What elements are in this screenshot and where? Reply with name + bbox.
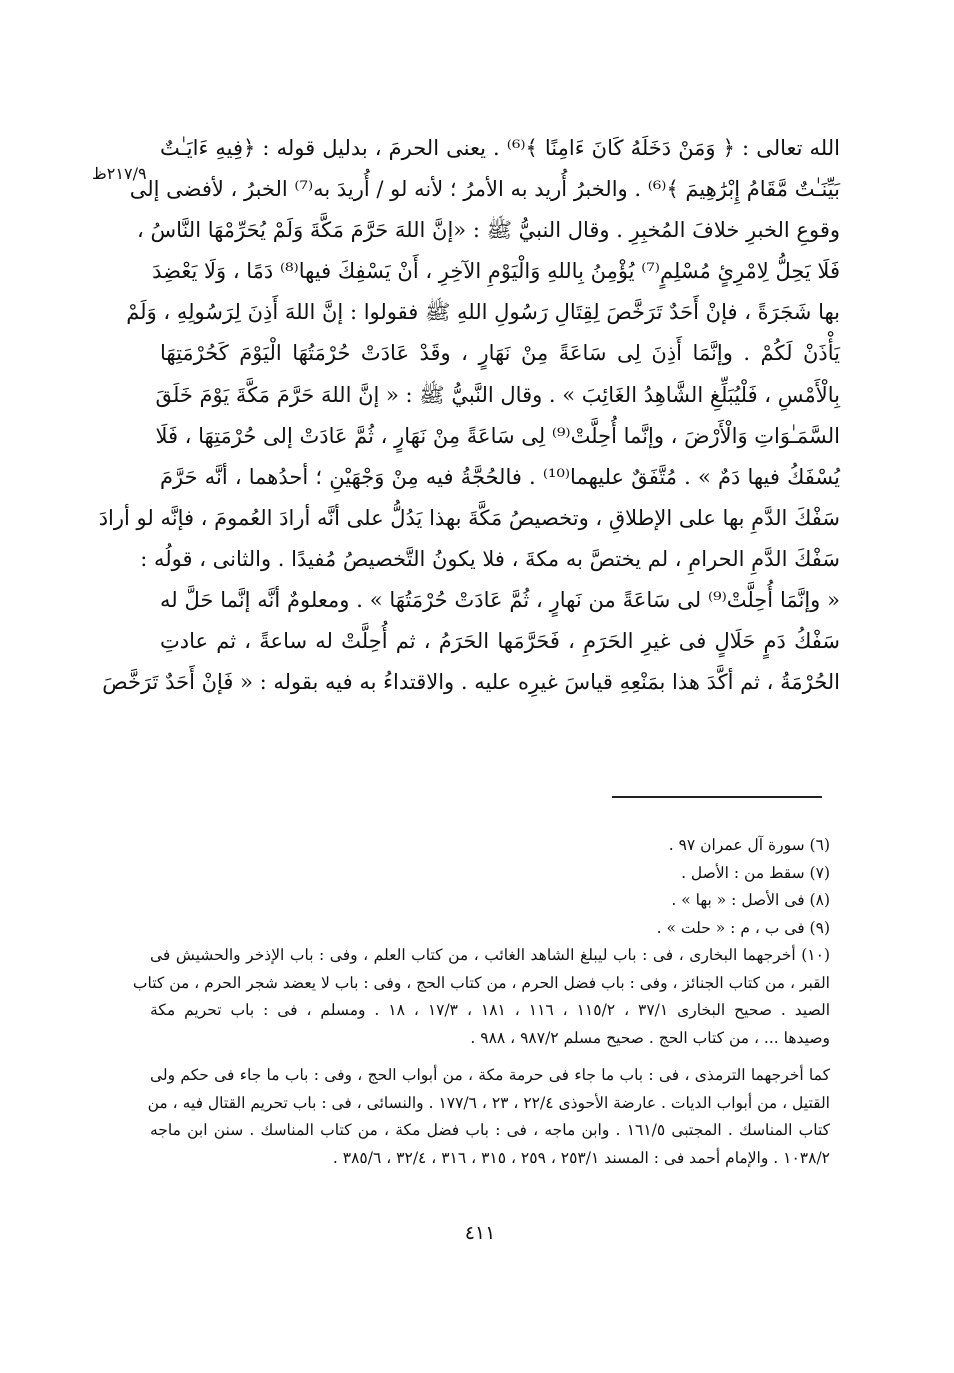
text-line: سَفْكَ الدَّمِ الحرامِ ، لم يختصَّ به مكةَ ، فلا يكونُ التَّخصيصُ مُفيدًا . والثانى ، قولُه : xyxy=(140,546,840,571)
text-line: بها شَجَرَةً ، فإنْ أَحَدٌ تَرَخَّصَ لِقِتَالِ رَسُولِ اللهِ ﷺ فقولوا : إنَّ اللهَ أَذِنَ لِرَسُولِهِ ، وَلَمْ xyxy=(126,300,840,325)
text-line: يُسْفَكُ فيها دَمٌ » . مُتَّفَقٌ عليهما⁽¹⁰⁾ . فالحُجَّةُ فيه مِنْ وَجْهَيْنِ ؛ أحدُهما ، أنَّه حَرَّمَ xyxy=(160,464,840,489)
footnote-10-line: (١٠) أخرجهما البخارى ، فى : باب ليبلغ الشاهد الغائب ، من كتاب العلم ، وفى : باب الإذخر والحشيش فى xyxy=(150,946,830,964)
footnote-6: (٦) سورة آل عمران ٩٧ . xyxy=(668,836,830,854)
text-line: السَّمَـٰوَاتِ وَالْأَرْضَ ، وإنَّما أُحِلَّتْ⁽⁹⁾ لِى سَاعَةً مِنْ نَهَارٍ ، ثُمَّ عَادَتْ إلى حُرْمَتِهَا ، فَلَا xyxy=(155,423,840,448)
text-line: سَفْكُ دَمٍ حَلَالٍ فى غيرِ الحَرَمِ ، فَحَرَّمَها الحَرَمُ ، ثم أُحِلَّتْ له ساعةً ، ثم عادتِ xyxy=(160,629,840,654)
footnote-10b-line: كتاب المناسك . المجتبى ١٦١/٥ . وابن ماجه ، فى : باب فضل مكة ، من كتاب المناسك . سنن ابن ماجه xyxy=(150,1121,831,1139)
footnote-9: (٩) فى ب ، م : « حلت » . xyxy=(656,918,830,937)
text-line: وقوعِ الخبرِ خلافَ المُخبِرِ . وقال النبيُّ ﷺ : «إنَّ اللهَ حَرَّمَ مَكَّةَ وَلَمْ يُحَرِّمْهَا النَّاسُ ، xyxy=(136,218,840,243)
text-line: بَيِّنَـٰتٌ مَّقَامُ إِبْرَٰهِيمَ ﴾⁽⁶⁾ . والخبرُ أُريد به الأمرُ ؛ لأنه لو / أُريدَ به⁽⁷⁾ الخبرُ ، لأفضى إلى xyxy=(129,177,840,202)
text-line: الحُرْمَةُ ، ثم أكَّدَ هذا بمَنْعِهِ قياسَ غيرِه عليه . والاقتداءُ به فيه بقوله : « فَإنْ أَحَدٌ تَرَخَّصَ xyxy=(102,670,840,695)
footnote-10b-line: كما أخرجهما الترمذى ، فى : باب ما جاء فى حرمة مكة ، من أبواب الحج ، وفى : باب ما جاء فى حكم ولى xyxy=(150,1066,830,1084)
text-line: الله تعالى : ﴿ وَمَنْ دَخَلَهُ كَانَ ءَامِنًا ﴾⁽⁶⁾ . يعنى الحرمَ ، بدليل قوله : ﴿فِيهِ ءَايَـٰتٌ xyxy=(160,136,840,160)
page-number: ٤١١ xyxy=(464,1222,496,1244)
footnotes xyxy=(132,832,831,1172)
text-line: يَأْذَنْ لَكُمْ . وإنَّمَا أَذِنَ لِى سَاعَةً مِنْ نَهَارٍ ، وقَدْ عَادَتْ حُرْمَتُهَا الْيَوْمَ كَحُرْمَتِهَا xyxy=(160,341,840,366)
footnote-10-line: القبر ، من كتاب الجنائز ، وفى : باب فضل الحرم ، من كتاب الحج ، وفى : باب لا يعضد شجر الحرم ، من كتاب xyxy=(132,973,830,992)
footnote-10b-line: القتيل ، من أبواب الديات . عارضة الأحوذى ٢٢/٤ ، ٢٣ ، ١٧٧/٦ . والنسائى ، فى : باب تحريم القتال فيه ، من xyxy=(147,1093,830,1112)
text-line: سَفْكَ الدَّمِ بها على الإطلاقِ ، وتخصيصُ مَكَّةَ بهذا يَدُلُّ على أنَّه أرادَ العُمومَ ، فإنَّه لو أرادَ xyxy=(98,505,840,530)
footnote-8: (٨) فى الأصل : « بها » . xyxy=(671,891,830,909)
text-line: بِالْأَمْسِ ، فَلْيُبَلِّغِ الشَّاهِدُ الغَائِبَ » . وقال النَّبيُّ ﷺ : « إنَّ اللهَ حَرَّمَ مَكَّةَ يَوْمَ خَلَقَ xyxy=(155,382,840,407)
footnote-10-line: الصيد . صحيح البخارى ٣٧/١ ، ١١٥/٢ ، ١١٦ ، ١٨١ ، ١٧/٣ ، ١٨ . ومسلم ، فى : باب تحريم مكة xyxy=(150,1001,831,1019)
margin-folio-note: ٢١٧/٩ظ xyxy=(92,164,147,183)
text-line: فَلَا يَحِلُّ لِامْرِئٍ مُسْلِمٍ⁽⁷⁾ يُؤْمِنُ بِاللهِ وَالْيَوْمِ الآخِرِ ، أَنْ يَسْفِكَ فيها⁽⁸⁾ دَمًا ، وَلَا يَعْضِدَ xyxy=(152,259,840,284)
footnote-7: (٧) سقط من : الأصل . xyxy=(681,863,830,882)
footnote-divider xyxy=(612,796,822,798)
footnote-10b-line: ١٠٣٨/٢ . والإمام أحمد فى : المسند ٢٥٣/١ ، ٢٥٩ ، ٣١٥ ، ٣١٦ ، ٣٢/٤ ، ٣٨٥/٦ . xyxy=(332,1148,830,1167)
text-line: « وإنَّمَا أُحِلَّتْ⁽⁹⁾ لى سَاعَةً من نَهارٍ ، ثُمَّ عَادَتْ حُرْمَتُهَا » . ومعلومٌ أنَّه إنَّما حَلَّ له xyxy=(160,588,840,613)
footnote-10-line: وصيدها ... ، من كتاب الحج . صحيح مسلم ٩٨٧/٢ ، ٩٨٨ . xyxy=(470,1028,830,1047)
